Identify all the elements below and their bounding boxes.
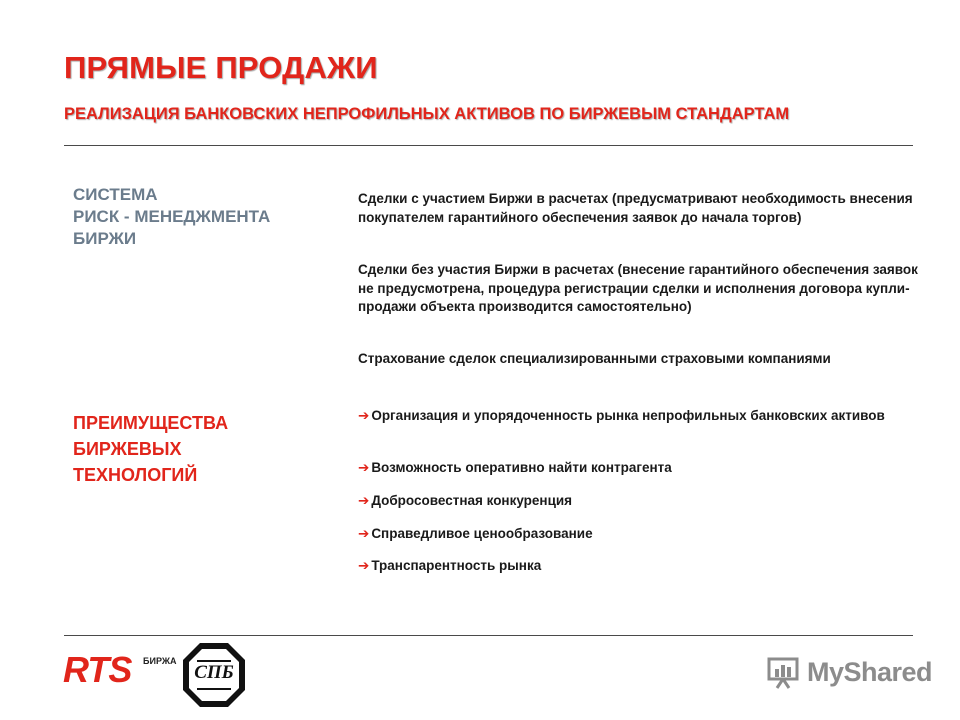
advantage-item — [358, 459, 938, 478]
rts-logo-subtext: БИРЖА — [143, 656, 177, 666]
risk-label-line: РИСК - МЕНЕДЖМЕНТА — [73, 207, 271, 226]
risk-paragraph: Сделки без участия Биржи в расчетах (внесение гарантийного обеспечения заявок не предусмотрена, процедура регистрации сделки и исполнения договора купли-продажи объекта производится самостоятельно) — [358, 262, 918, 314]
arrow-right-icon: ➔ — [358, 460, 370, 475]
spb-logo — [180, 640, 248, 710]
advantage-item-text: Транспарентность рынка — [371, 558, 542, 573]
myshared-watermark-text: MyShared — [807, 657, 933, 687]
slide-subtitle: РЕАЛИЗАЦИЯ БАНКОВСКИХ НЕПРОФИЛЬНЫХ АКТИВОВ ПО БИРЖЕВЫМ СТАНДАРТАМ — [64, 105, 790, 123]
advantage-item-text: Справедливое ценообразование — [371, 526, 593, 541]
advantage-item — [358, 557, 938, 576]
advantage-item — [358, 492, 938, 511]
advantage-item-text: Организация и упорядоченность рынка непрофильных банковских активов — [371, 408, 885, 423]
myshared-watermark — [767, 655, 933, 695]
spb-logo-text: СПБ — [194, 662, 234, 683]
risk-paragraph: Страхование сделок специализированными страховыми компаниями — [358, 351, 831, 366]
advantage-item — [358, 525, 938, 544]
presentation-board-icon — [767, 655, 803, 689]
advantages-label-line: ПРЕИМУЩЕСТВА — [73, 413, 229, 433]
risk-section-label — [73, 184, 323, 250]
advantage-item-text: Добросовестная конкуренция — [371, 493, 573, 508]
advantages-section-label — [73, 410, 323, 488]
arrow-right-icon: ➔ — [358, 493, 370, 508]
advantages-label-line: ТЕХНОЛОГИЙ — [73, 465, 198, 485]
arrow-right-icon: ➔ — [358, 558, 370, 573]
advantage-item-text: Возможность оперативно найти контрагента — [371, 460, 672, 475]
advantages-label-line: БИРЖЕВЫХ — [73, 439, 182, 459]
risk-label-line: СИСТЕМА — [73, 185, 158, 204]
arrow-right-icon: ➔ — [358, 408, 370, 423]
arrow-right-icon: ➔ — [358, 526, 370, 541]
rts-logo — [63, 649, 177, 690]
bottom-divider — [64, 635, 913, 636]
risk-paragraph: Сделки с участием Биржи в расчетах (предусматривают необходимость внесения покупателем гарантийного обеспечения заявок до начала торгов) — [358, 191, 913, 225]
top-divider — [64, 145, 913, 146]
advantage-item — [358, 407, 938, 426]
risk-label-line: БИРЖИ — [73, 229, 137, 248]
slide-title: ПРЯМЫЕ ПРОДАЖИ — [64, 50, 378, 85]
rts-logo-text: RTS — [63, 649, 132, 690]
